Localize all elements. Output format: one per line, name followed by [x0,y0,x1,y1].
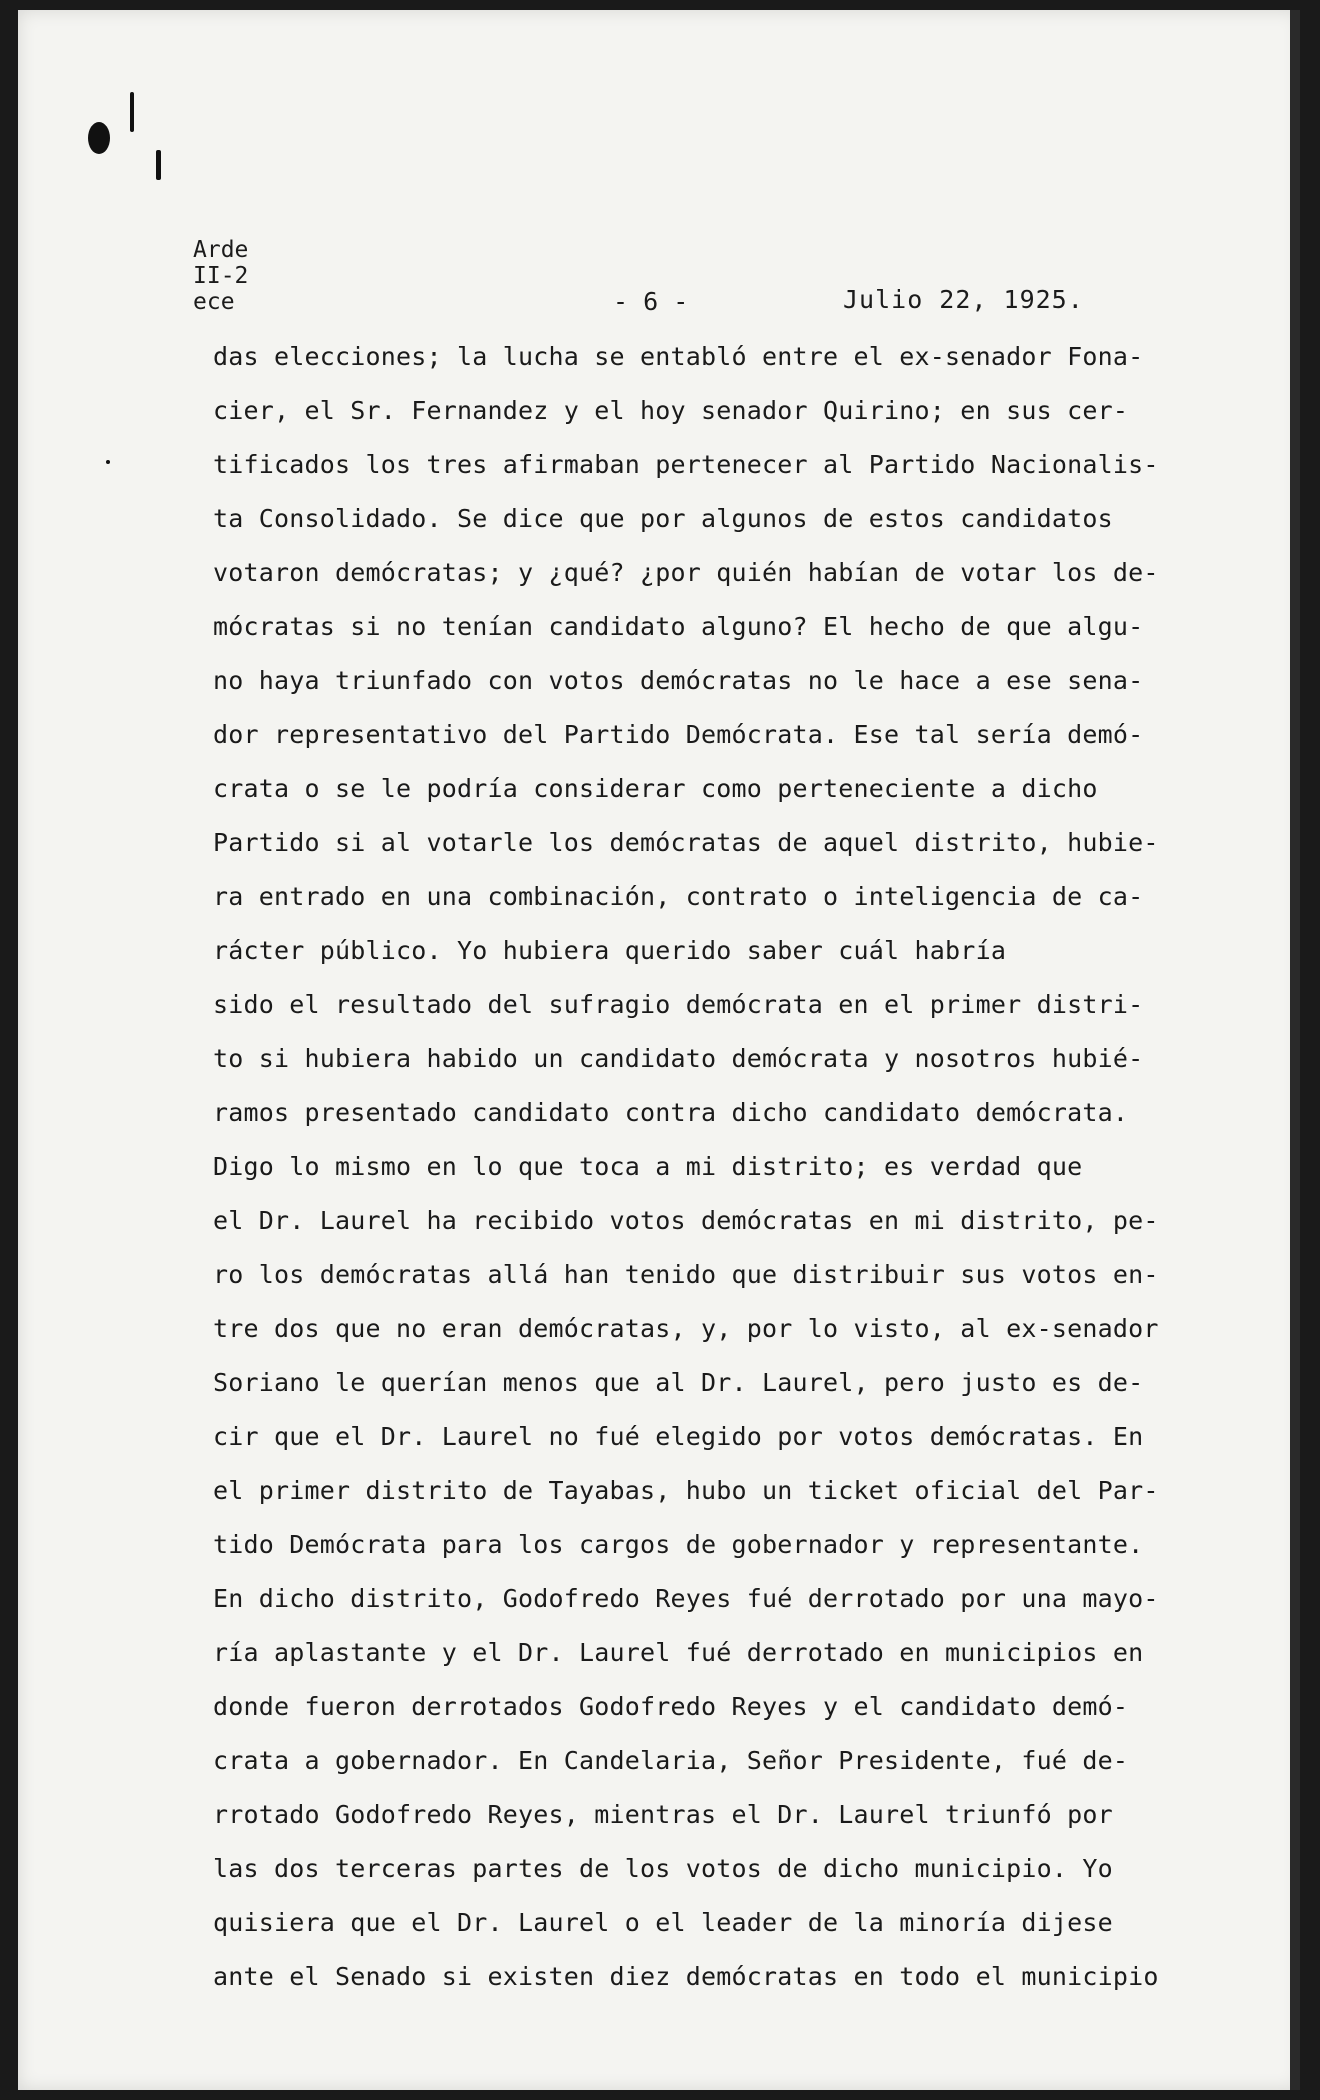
text-line: das elecciones; la lucha se entabló entre el ex-senador Fona- [213,342,1144,371]
reference-code: II-2 [193,263,249,289]
text-line: dor representativo del Partido Demócrata. Ese tal sería demó- [213,720,1144,749]
ink-blot [88,122,110,154]
page-number: - 6 - [613,287,689,316]
text-line: tre dos que no eran demócratas, y, por lo visto, al ex-senador [213,1314,1159,1343]
text-line: no haya triunfado con votos demócratas no le hace a ese sena- [213,666,1144,695]
text-line: sido el resultado del sufragio demócrata en el primer distri- [213,990,1144,1019]
text-line: cir que el Dr. Laurel no fué elegido por votos demócratas. En [213,1422,1144,1451]
text-line: crata o se le podría considerar como perteneciente a dicho [213,774,1098,803]
text-line: ría aplastante y el Dr. Laurel fué derrotado en municipios en [213,1638,1144,1667]
text-line: to si hubiera habido un candidato demócrata y nosotros hubié- [213,1044,1144,1073]
text-line: tido Demócrata para los cargos de gobernador y representante. [213,1530,1144,1559]
text-line: Soriano le querían menos que al Dr. Laurel, pero justo es de- [213,1368,1144,1397]
text-line: En dicho distrito, Godofredo Reyes fué derrotado por una mayo- [213,1584,1159,1613]
text-line: las dos terceras partes de los votos de dicho municipio. Yo [213,1854,1113,1883]
ink-speck [130,92,134,132]
document-date: Julio 22, 1925. [843,285,1084,314]
ink-speck [106,460,110,464]
reference-code: ece [193,289,235,315]
text-line: ante el Senado si existen diez demócratas en todo el municipio [213,1962,1159,1991]
text-line: ta Consolidado. Se dice que por algunos de estos candidatos [213,504,1113,533]
text-line: ro los demócratas allá han tenido que distribuir sus votos en- [213,1260,1159,1289]
text-line: cier, el Sr. Fernandez y el hoy senador Quirino; en sus cer- [213,396,1129,425]
page-edge-shadow [1290,10,1300,2090]
text-line: votaron demócratas; y ¿qué? ¿por quién habían de votar los de- [213,558,1159,587]
text-line: donde fueron derrotados Godofredo Reyes y el candidato demó- [213,1692,1129,1721]
body-text [213,330,1213,2004]
ink-speck [156,150,161,180]
text-line: Digo lo mismo en lo que toca a mi distrito; es verdad que [213,1152,1083,1181]
reference-code: Arde [193,237,249,263]
text-line: crata a gobernador. En Candelaria, Señor Presidente, fué de- [213,1746,1129,1775]
document-page [18,10,1300,2090]
text-line: rrotado Godofredo Reyes, mientras el Dr. Laurel triunfó por [213,1800,1113,1829]
reference-codes [193,237,248,315]
text-line: mócratas si no tenían candidato alguno? El hecho de que algu- [213,612,1144,641]
text-line: ra entrado en una combinación, contrato o inteligencia de ca- [213,882,1144,911]
text-line: rácter público. Yo hubiera querido saber cuál habría [213,936,1007,965]
text-line: ramos presentado candidato contra dicho candidato demócrata. [213,1098,1129,1127]
text-line: quisiera que el Dr. Laurel o el leader de la minoría dijese [213,1908,1113,1937]
text-line: el Dr. Laurel ha recibido votos demócratas en mi distrito, pe- [213,1206,1159,1235]
text-line: Partido si al votarle los demócratas de aquel distrito, hubie- [213,828,1159,857]
text-line: tificados los tres afirmaban pertenecer al Partido Nacionalis- [213,450,1159,479]
text-line: el primer distrito de Tayabas, hubo un ticket oficial del Par- [213,1476,1159,1505]
